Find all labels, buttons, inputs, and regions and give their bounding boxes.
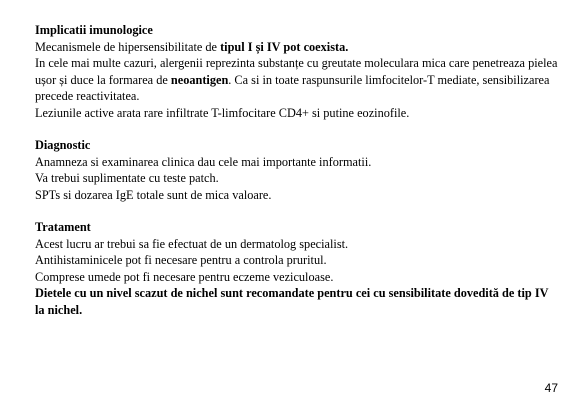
text-run: Comprese umede pot fi necesare pentru eczeme veziculoase. <box>35 269 334 284</box>
section-heading: Implicatii imunologice <box>35 23 153 37</box>
paragraph-line <box>35 252 560 269</box>
paragraph-line <box>35 105 560 122</box>
text-run: In cele mai multe cazuri, alergenii reprezinta substanțe cu greutate moleculara mica care penetreaza pielea ușor și duce la formarea de <box>35 56 558 87</box>
paragraph-line <box>35 39 560 56</box>
paragraph-line <box>35 154 560 171</box>
text-run: Mecanismele de hipersensibilitate de <box>35 39 221 54</box>
section-heading: Tratament <box>35 219 91 234</box>
paragraph-line <box>35 236 560 253</box>
paragraph-line <box>35 269 560 286</box>
text-run-bold: neoantigen <box>170 72 229 87</box>
text-run: Anamneza si examinarea clinica dau cele mai importante informatii. <box>35 154 372 169</box>
text-run: Va trebui suplimentate cu teste patch. <box>35 171 219 186</box>
paragraph-line <box>35 170 560 187</box>
section-heading: Diagnostic <box>35 138 91 153</box>
text-run: SPTs si dozarea IgE totale sunt de mica valoare. <box>35 187 272 202</box>
paragraph-line <box>35 285 560 318</box>
slide-content <box>35 22 560 334</box>
text-run-bold: tipul I și IV pot coexista. <box>220 39 349 54</box>
text-run: Antihistaminicele pot fi necesare pentru a controla pruritul. <box>35 253 327 268</box>
paragraph-line <box>35 55 560 105</box>
paragraph-line <box>35 187 560 204</box>
section-treatment <box>35 219 560 319</box>
section-diagnostic <box>35 137 560 203</box>
text-run: . Ca si in toate raspunsurile limfocitelor-T mediate, sensibilizarea precede reactivitatea. <box>35 72 550 104</box>
text-run-bold: Dietele cu un nivel scazut de nichel sunt recomandate pentru cei cu sensibilitate dovedită de tip IV la nichel. <box>35 286 549 317</box>
text-run: Acest lucru ar trebui sa fie efectuat de un dermatolog specialist. <box>35 236 349 251</box>
page-number: 47 <box>544 381 558 395</box>
text-run: Leziunile active arata rare infiltrate T-limfocitare CD4+ si putine eozinofile. <box>35 105 410 120</box>
section-immunologic-implications <box>35 22 560 122</box>
